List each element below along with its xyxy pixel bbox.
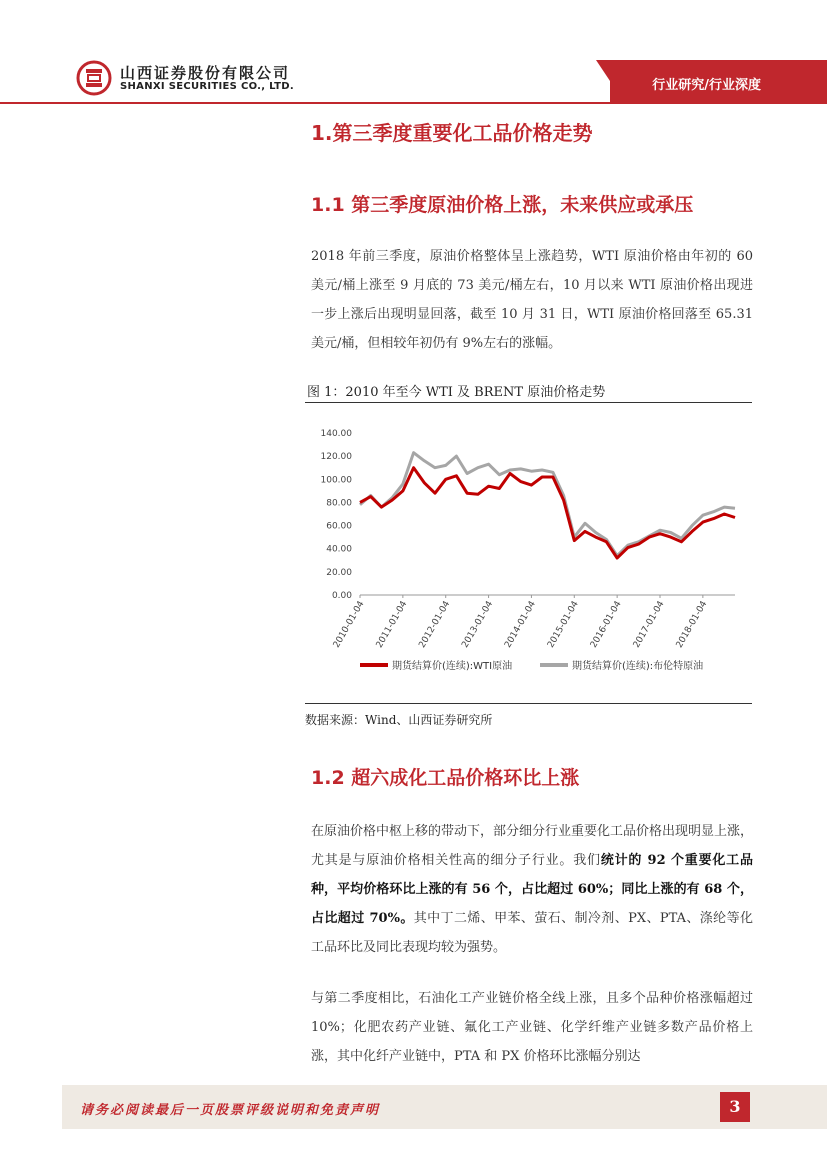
company-name-cn: 山西证券股份有限公司 [120, 64, 291, 82]
paragraph-chem-prices-tail: 其中丁二烯、甲苯、萤石、制冷剂、PX、PTA、涤纶等化工品环比及同比表现均较为强势。 [311, 911, 753, 955]
x-tick-label: 2018-01-04 [674, 599, 710, 650]
figure-title: 图 1：2010 年至今 WTI 及 BRENT 原油价格走势 [307, 385, 606, 400]
section-label: 行业研究/行业深度 [652, 78, 761, 93]
y-tick-label: 80.00 [326, 498, 352, 509]
y-tick-label: 100.00 [320, 475, 352, 486]
subsection-heading-2: 1.2 超六成化工品价格环比上涨 [311, 767, 580, 789]
series-lines [360, 453, 735, 558]
legend-label: 期货结算价(连续):布伦特原油 [572, 661, 704, 672]
x-tick-label: 2015-01-04 [546, 599, 581, 650]
footer-disclaimer: 请务必阅读最后一页股票评级说明和免责声明 [80, 1103, 381, 1118]
chart-legend [360, 659, 703, 672]
y-tick-label: 0.00 [331, 591, 352, 601]
series-line-0 [360, 468, 735, 558]
paragraph-chem-prices-lead: 在原油价格中枢上移的带动下，部分细分行业重要化工品价格出现明显上涨，尤其是与原油价格相关性高的细分子行业。我们 [311, 824, 754, 868]
y-axis [321, 429, 353, 601]
paragraph-q2-comparison: 与第二季度相比，石油化工产业链价格全线上涨，且多个品种价格涨幅超过 10%；化肥农药产业链、氟化工产业链、化学纤维产业链多数产品价格上涨，其中化纤产业链中，PTA 和 PX 价格环比涨幅分别达 [311, 991, 753, 1064]
x-tick-label: 2010-01-04 [331, 599, 367, 650]
figure-top-rule [305, 402, 752, 403]
oil-price-chart [310, 415, 750, 700]
data-source: 数据来源：Wind、山西证券研究所 [305, 713, 493, 727]
y-tick-label: 40.00 [326, 544, 352, 555]
figure-bottom-rule [305, 703, 752, 704]
page-number: 3 [720, 1092, 750, 1122]
page-header [0, 0, 827, 105]
x-tick-label: 2016-01-04 [588, 599, 624, 650]
paragraph-chem-prices [311, 817, 753, 962]
x-axis [332, 595, 735, 650]
x-tick-label: 2013-01-04 [460, 599, 496, 650]
x-tick-label: 2012-01-04 [417, 599, 453, 650]
header-divider [0, 102, 827, 104]
y-tick-label: 120.00 [320, 452, 352, 463]
legend-label: 期货结算价(连续):WTI原油 [392, 661, 513, 672]
subsection-heading-1: 1.1 第三季度原油价格上涨，未来供应或承压 [311, 194, 694, 216]
paragraph-oil-price: 2018 年前三季度，原油价格整体呈上涨趋势，WTI 原油价格由年初的 60 美元/桶上涨至 9 月底的 73 美元/桶左右，10 月以来 WTI 原油价格出现进一步上涨后出现明显回落，截至 10 月 31 日，WTI 原油价格回落至 65.31 美元/桶，但相较年初仍有 9%左右的涨幅。 [311, 249, 753, 351]
company-name-en: SHANXI SECURITIES CO., LTD. [120, 81, 294, 92]
y-tick-label: 140.00 [320, 429, 352, 439]
section-heading: 1.第三季度重要化工品价格走势 [311, 121, 593, 145]
y-tick-label: 20.00 [326, 567, 352, 578]
paragraph-chem-prices-highlight: 统计的 92 个重要化工品种，平均价格环比上涨的有 56 个，占比超过 60%；同比上涨的有 68 个，占比超过 70%。 [311, 853, 753, 926]
x-tick-label: 2017-01-04 [631, 599, 667, 650]
x-tick-label: 2014-01-04 [503, 599, 539, 650]
company-logo-icon [76, 60, 112, 96]
y-tick-label: 60.00 [326, 521, 352, 532]
x-tick-label: 2011-01-04 [374, 599, 410, 650]
